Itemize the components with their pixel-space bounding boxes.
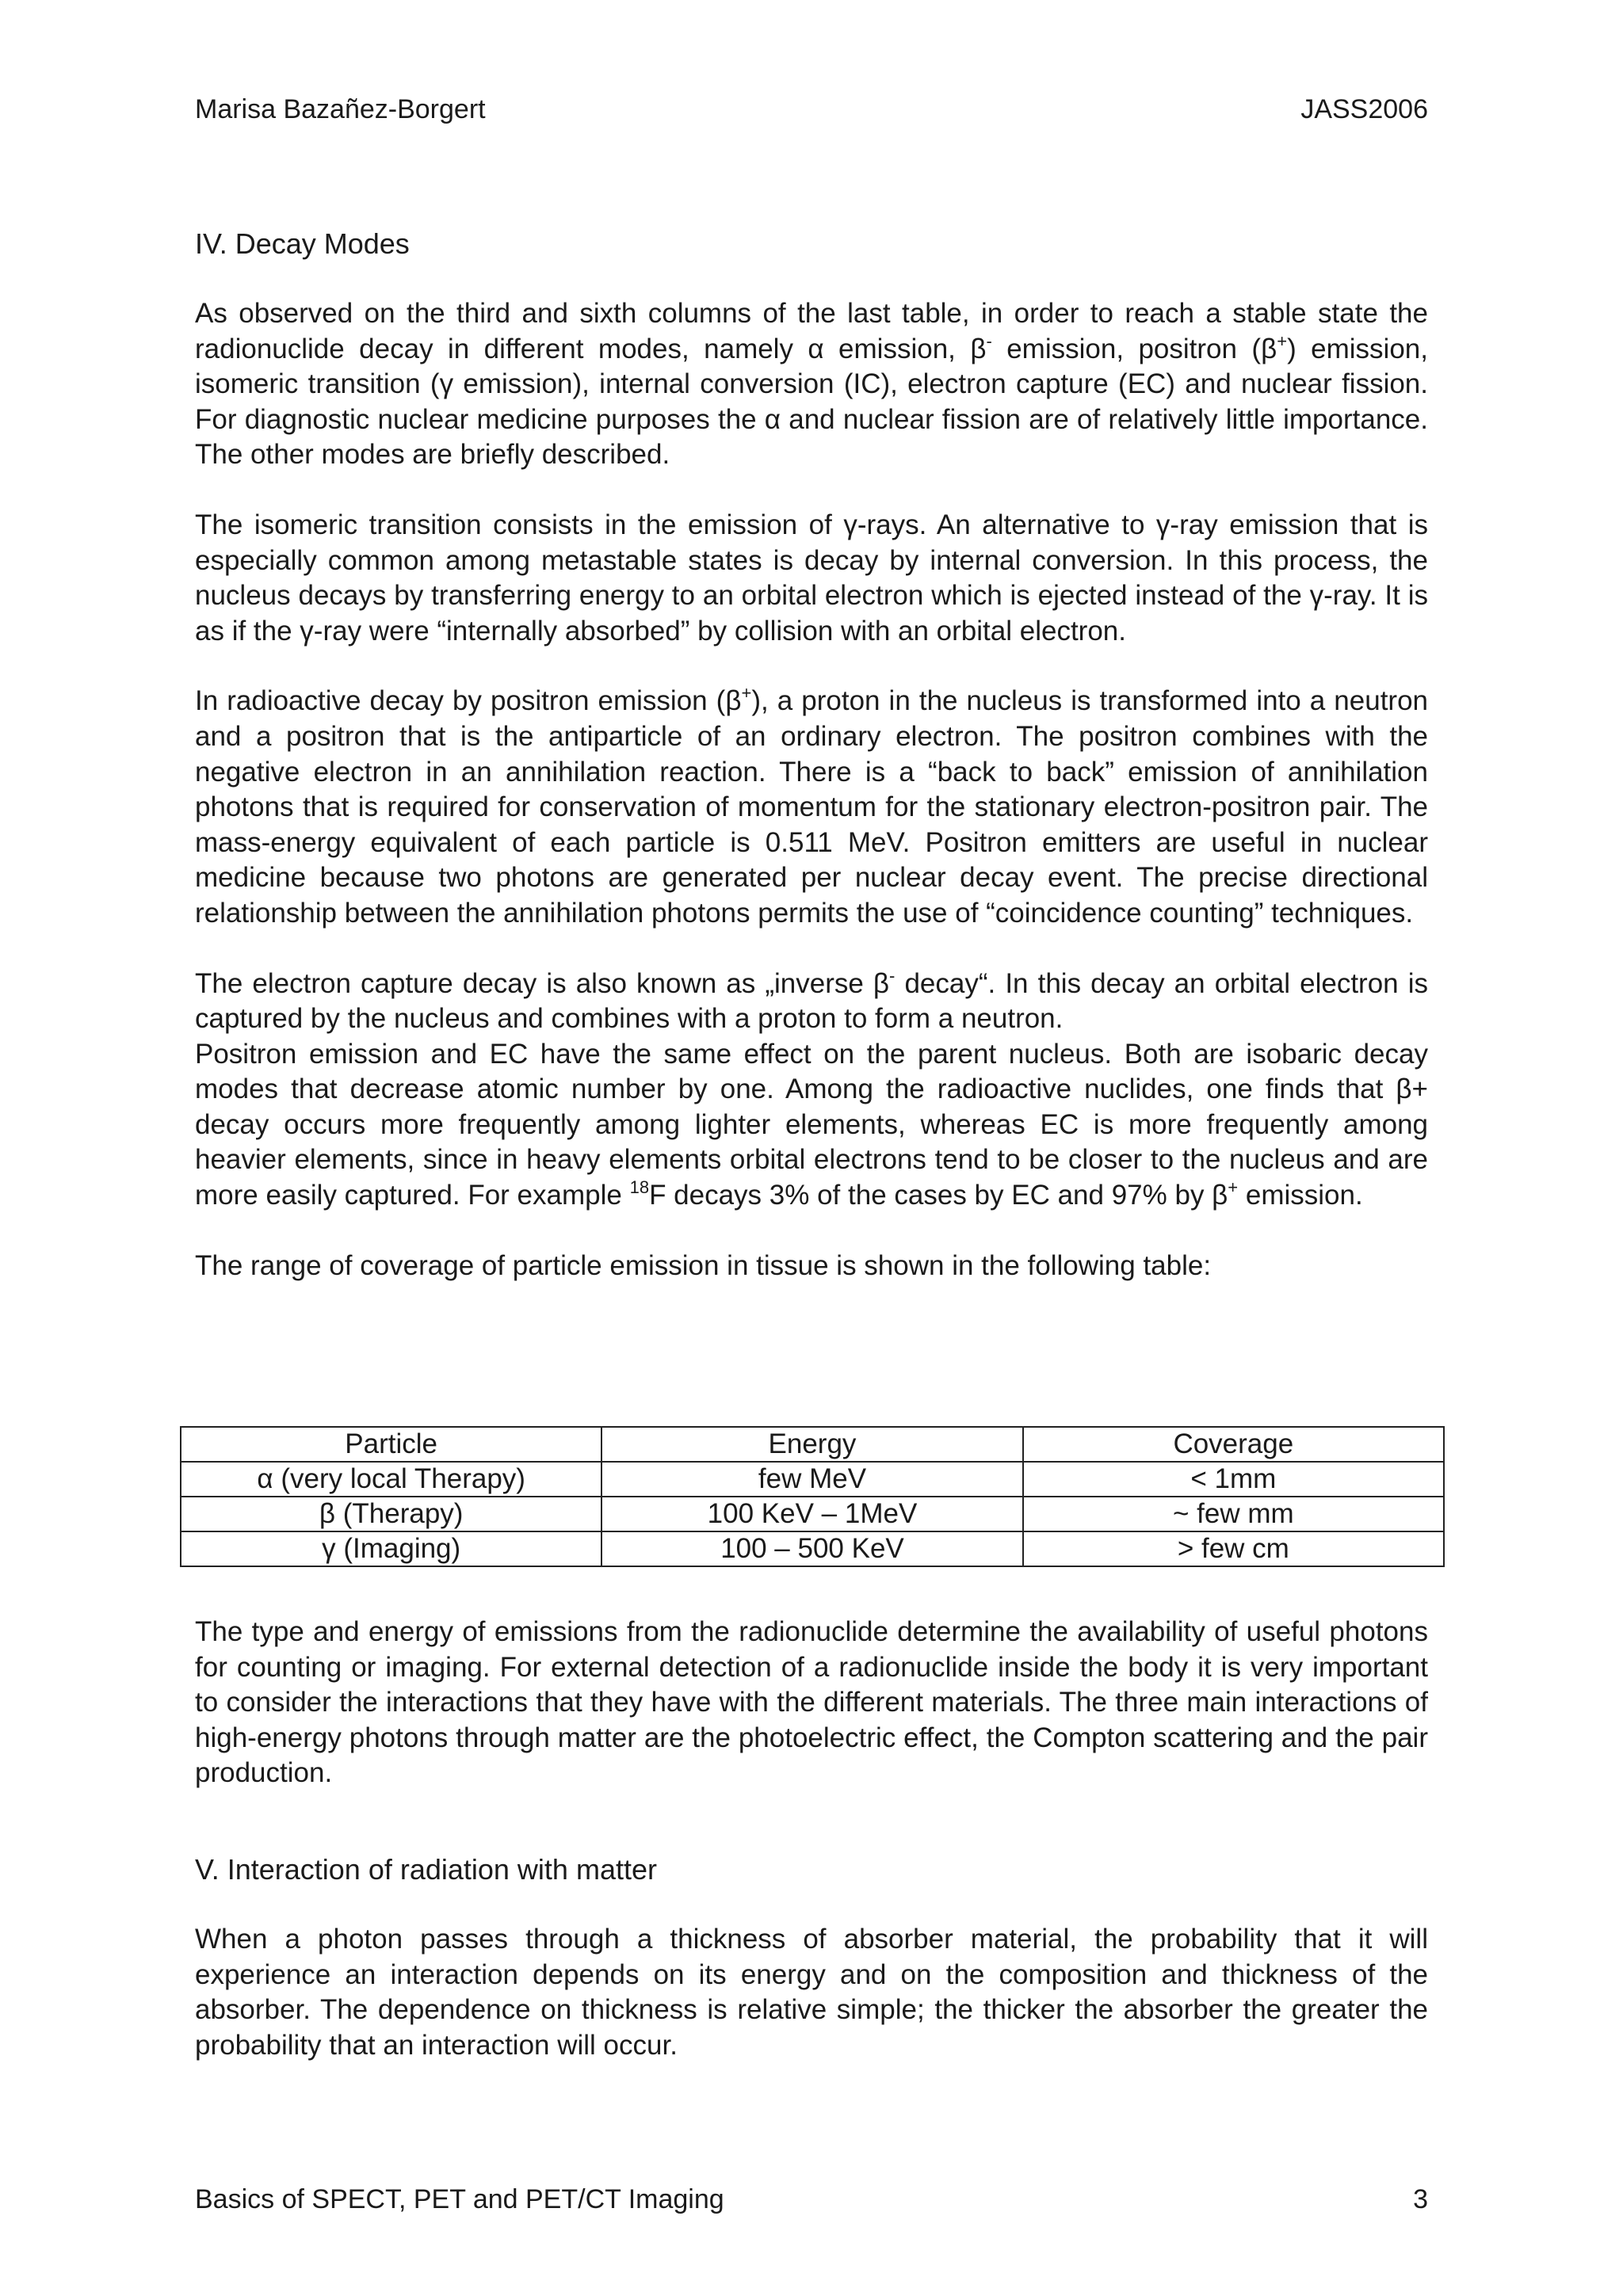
footer-title: Basics of SPECT, PET and PET/CT Imaging — [195, 2184, 724, 2214]
superscript: 18 — [629, 1177, 650, 1198]
superscript: + — [741, 683, 752, 704]
table-header-cell: Energy — [601, 1427, 1022, 1462]
paragraph-electron-capture — [195, 967, 1428, 1037]
particle-coverage-table — [180, 1426, 1445, 1567]
text-run: In radioactive decay by positron emission (β — [195, 685, 742, 717]
section-heading: V. Interaction of radiation with matter — [195, 1853, 657, 1886]
table-cell: few MeV — [601, 1462, 1022, 1497]
paragraph-table-intro: The range of coverage of particle emission in tissue is shown in the following table: — [195, 1249, 1212, 1281]
particle-table-container — [180, 1426, 1445, 1567]
text-run: emission, positron (β — [991, 333, 1277, 364]
superscript: - — [889, 965, 896, 986]
section-interactions-summary — [195, 1615, 1428, 1826]
header-conference: JASS2006 — [1300, 94, 1428, 124]
table-cell: < 1mm — [1023, 1462, 1444, 1497]
section-heading: IV. Decay Modes — [195, 227, 410, 260]
table-cell: β (Therapy) — [181, 1497, 601, 1531]
paragraph-emission-types: The type and energy of emissions from the radionuclide determine the availability of useful photons for counting or imaging. For external detection of a radionuclide inside the body it is very important to consider the interactions that they have with the different materials. The three main interactions of high-energy photons through matter are the photoelectric effect, the Compton scattering and the pair production. — [195, 1616, 1428, 1789]
table-cell: α (very local Therapy) — [181, 1462, 601, 1497]
table-row — [181, 1462, 1444, 1497]
table-row — [181, 1497, 1444, 1531]
paragraph-isomeric-transition: The isomeric transition consists in the emission of γ-rays. An alternative to γ-ray emission that is especially common among metastable states is decay by internal conversion. In this process, the nucleus decays by transferring energy to an orbital electron which is ejected instead of the γ-ray. It is as if the γ-ray were “internally absorbed” by collision with an orbital electron. — [195, 509, 1428, 646]
text-run: The electron capture decay is also known as „inverse β — [195, 967, 890, 999]
text-run: Positron emission and EC have the same effect on the parent nucleus. Both are isobaric decay modes that decrease atomic number by one. Among the radioactive nuclides, one finds that β+ decay occurs more frequently among lighter elements, whereas EC is more frequently among heavier elements, since in heavy elements orbital electrons tend to be closer to the nucleus and are more easily captured. For example — [195, 1038, 1428, 1211]
header-author: Marisa Bazañez-Borgert — [195, 94, 486, 124]
paragraph-photon-absorber: When a photon passes through a thickness of absorber material, the probability that it will experience an interaction depends on its energy and on the composition and thickness of the absorber. The dependence on thickness is relative simple; the thicker the absorber the greater the probability that an interaction will occur. — [195, 1924, 1428, 2061]
section-interaction-radiation — [195, 1852, 1428, 2098]
table-header-cell: Coverage — [1023, 1427, 1444, 1462]
text-run: ), a proton in the nucleus is transformed into a neutron and a positron that is the antiparticle of an ordinary electron. The positron combines with the negative electron in an annihilation reaction. There is a “back to back” emission of annihilation photons that is required for conservation of momentum for the stationary electron-positron pair. The mass-energy equivalent of each particle is 0.511 MeV. Positron emitters are useful in nuclear medicine because two photons are generated per nuclear decay event. The precise directional relationship between the annihilation photons permits the use of “coincidence counting” techniques. — [195, 685, 1429, 929]
superscript: + — [1228, 1177, 1239, 1198]
text-run: ) emission, isomeric transition (γ emission), internal conversion (IC), electron capture (EC) and nuclear fission. For diagnostic nuclear medicine purposes the α and nuclear fission are of relatively little importance. The other modes are briefly described. — [195, 333, 1428, 471]
superscript: - — [986, 330, 992, 351]
table-cell: ~ few mm — [1023, 1497, 1444, 1531]
table-cell: γ (Imaging) — [181, 1531, 601, 1566]
paragraph-decay-intro — [195, 296, 1428, 473]
table-row — [181, 1531, 1444, 1566]
section-decay-modes — [195, 227, 1428, 1318]
table-cell: 100 – 500 KeV — [601, 1531, 1022, 1566]
superscript: + — [1277, 330, 1288, 351]
table-cell: 100 KeV – 1MeV — [601, 1497, 1022, 1531]
text-run: emission. — [1238, 1180, 1363, 1211]
text-run: F decays 3% of the cases by EC and 97% by β — [649, 1180, 1228, 1211]
table-header-row — [181, 1427, 1444, 1462]
paragraph-positron-emission — [195, 684, 1428, 931]
text-run: As observed on the third and sixth columns of the last table, in order to reach a stable state the radionuclide decay in different modes, namely α emission, β — [195, 298, 1428, 364]
table-header-cell: Particle — [181, 1427, 601, 1462]
footer-page-number: 3 — [1413, 2184, 1428, 2214]
text-run: decay“. In this decay an orbital electron is captured by the nucleus and combines with a proton to form a neutron. — [195, 967, 1429, 1035]
paragraph-isobaric-modes — [195, 1037, 1428, 1214]
table-cell: > few cm — [1023, 1531, 1444, 1566]
